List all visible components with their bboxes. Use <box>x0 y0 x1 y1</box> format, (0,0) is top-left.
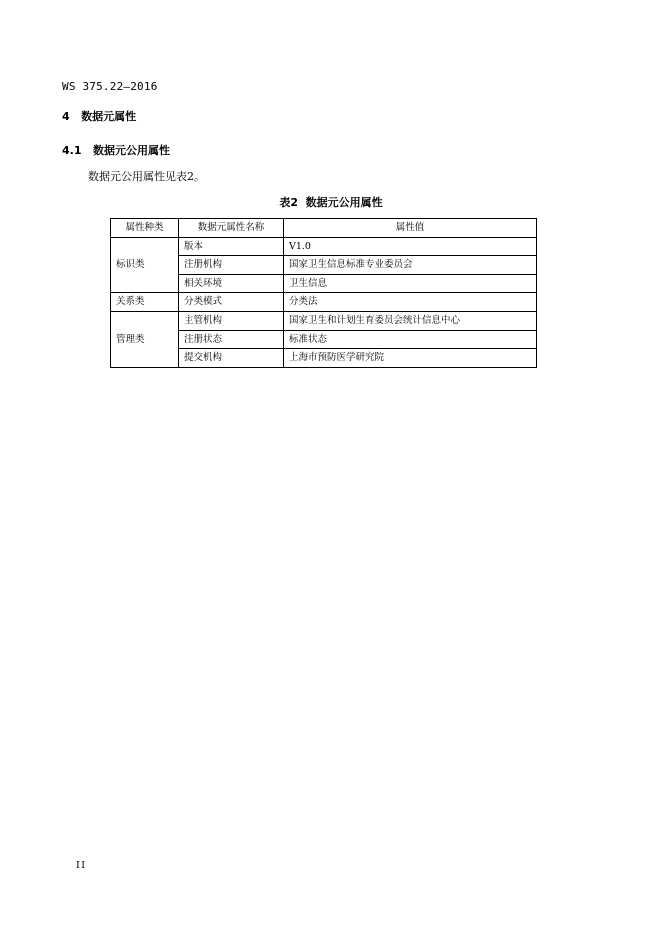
attribute-name-cell: 相关环境 <box>179 274 284 293</box>
attribute-table <box>110 218 537 368</box>
column-header-attribute-name: 数据元属性名称 <box>179 219 284 238</box>
attribute-value-cell: 国家卫生和计划生育委员会统计信息中心 <box>284 311 537 330</box>
table-header-row <box>111 219 537 238</box>
document-code: WS 375.22—2016 <box>62 80 158 93</box>
subsection-number: 4.1 <box>62 144 82 157</box>
attribute-name-cell: 注册状态 <box>179 330 284 349</box>
column-header-attribute-value: 属性值 <box>284 219 537 238</box>
table-caption <box>0 194 662 210</box>
section-heading <box>62 108 136 124</box>
attribute-value-cell: 标准状态 <box>284 330 537 349</box>
attribute-name-cell: 主管机构 <box>179 311 284 330</box>
section-title: 数据元属性 <box>81 110 137 123</box>
table-caption-number: 表2 <box>279 196 298 209</box>
column-header-category: 属性种类 <box>111 219 179 238</box>
subsection-title: 数据元公用属性 <box>93 144 170 157</box>
subsection-heading <box>62 142 170 158</box>
attribute-name-cell: 提交机构 <box>179 349 284 368</box>
table-row <box>111 293 537 312</box>
category-cell: 管理类 <box>111 311 179 367</box>
attribute-value-cell: 卫生信息 <box>284 274 537 293</box>
table-row <box>111 237 537 256</box>
attribute-value-cell: 上海市预防医学研究院 <box>284 349 537 368</box>
attribute-name-cell: 分类模式 <box>179 293 284 312</box>
attribute-value-cell: 国家卫生信息标准专业委员会 <box>284 256 537 275</box>
body-paragraph: 数据元公用属性见表2。 <box>88 170 205 183</box>
attribute-name-cell: 注册机构 <box>179 256 284 275</box>
page-number: II <box>76 860 87 871</box>
category-cell: 关系类 <box>111 293 179 312</box>
table-caption-title: 数据元公用属性 <box>305 196 383 209</box>
attribute-value-cell: V1.0 <box>284 237 537 256</box>
table-row <box>111 311 537 330</box>
section-number: 4 <box>62 110 70 123</box>
attribute-name-cell: 版本 <box>179 237 284 256</box>
category-cell: 标识类 <box>111 237 179 293</box>
attribute-value-cell: 分类法 <box>284 293 537 312</box>
